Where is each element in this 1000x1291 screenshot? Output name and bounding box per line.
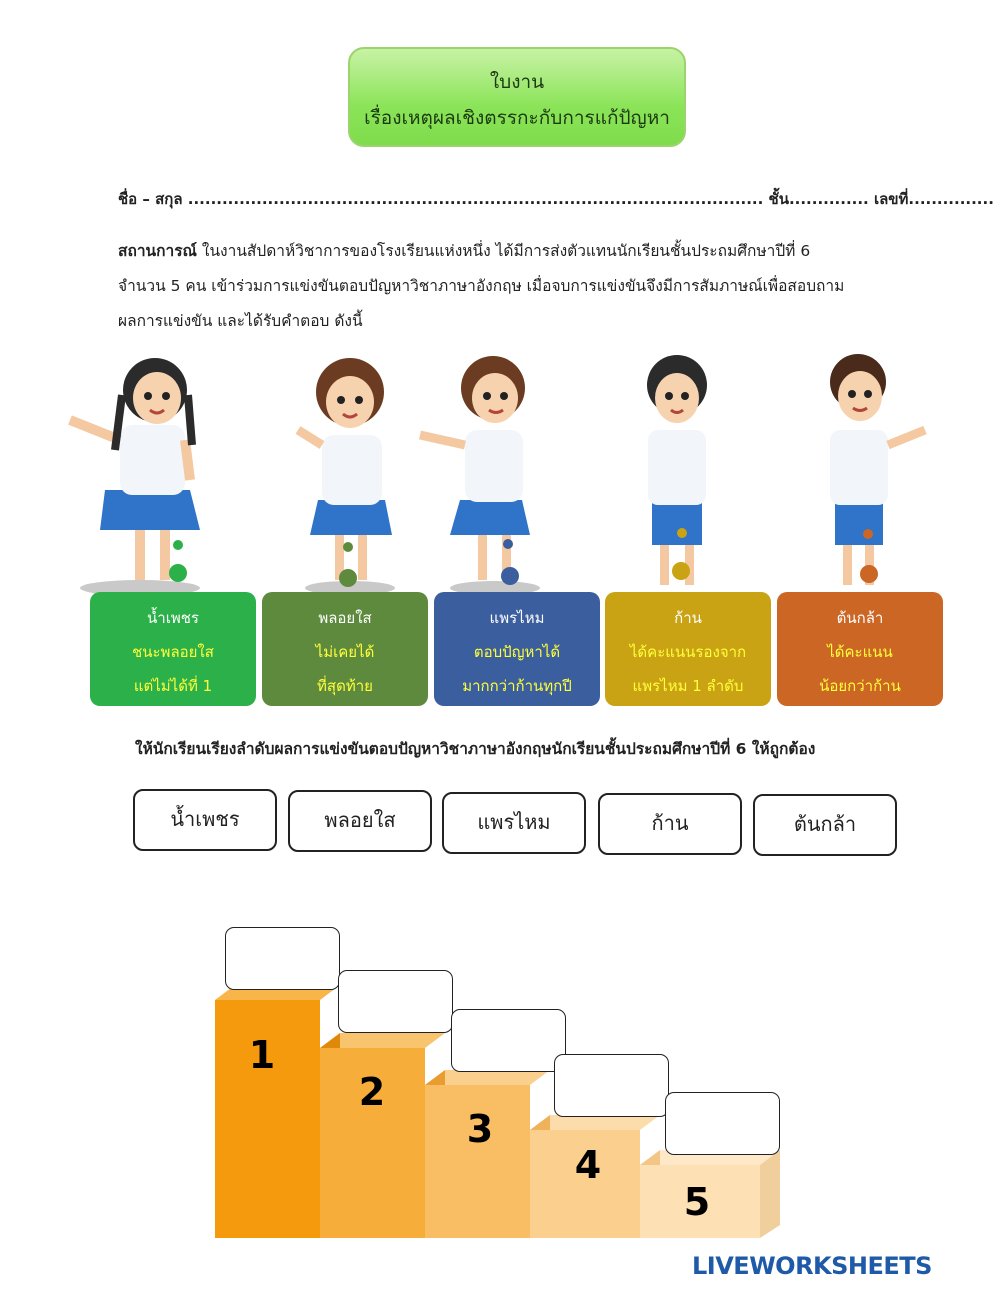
answer-slot-1[interactable] xyxy=(225,927,340,990)
scenario-line-2: จำนวน 5 คน เข้าร่วมการแข่งขันตอบปัญหาวิชาภาษาอังกฤษ เมื่อจบการแข่งขันจึงมีการสัมภาษณ์เพื่อสอบถาม xyxy=(118,277,845,295)
card-clue-line-1: ได้คะแนนรองจาก xyxy=(629,643,747,661)
rank-3-label: 3 xyxy=(466,1107,494,1151)
clue-card-praemai xyxy=(434,592,600,706)
card-clue-line-2: น้อยกว่าก้าน xyxy=(819,677,901,695)
scenario-label: สถานการณ์ xyxy=(118,242,197,260)
clue-card-tonkla xyxy=(777,592,943,706)
option-nampet[interactable]: น้ำเพชร xyxy=(133,789,277,851)
clue-card-nampet xyxy=(90,592,256,706)
rank-5-label: 5 xyxy=(683,1180,711,1224)
card-clue-line-2: ที่สุดท้าย xyxy=(317,677,373,695)
scenario-line-3: ผลการแข่งขัน และได้รับคำตอบ ดังนี้ xyxy=(118,312,363,330)
card-name: ก้าน xyxy=(674,609,702,627)
student-tonkla xyxy=(830,354,925,585)
student-ploysai xyxy=(298,358,392,587)
card-name: พลอยใส xyxy=(318,609,372,627)
name-class-number-line: ชื่อ – สกุล ..................................................................................................... ชั้น.............. เลขที่............... xyxy=(118,190,994,208)
answer-slot-3[interactable] xyxy=(451,1009,566,1072)
rank-4-label: 4 xyxy=(574,1143,602,1187)
option-tonkla[interactable]: ต้นกล้า xyxy=(753,794,897,856)
student-kan xyxy=(647,355,707,585)
clue-card-ploysai xyxy=(262,592,428,706)
card-clue-line-2: แต่ไม่ได้ที่ 1 xyxy=(133,677,213,695)
answer-slot-2[interactable] xyxy=(338,970,453,1033)
worksheet-title-box xyxy=(348,47,686,147)
card-clue-line-1: ชนะพลอยใส xyxy=(132,643,214,661)
card-name: น้ำเพชร xyxy=(147,609,199,627)
answer-slot-5[interactable] xyxy=(665,1092,780,1155)
instruction-text: ให้นักเรียนเรียงลำดับผลการแข่งขันตอบปัญหาวิชาภาษาอังกฤษนักเรียนชั้นประถมศึกษาปีที่ 6 ให้ถูกต้อง xyxy=(135,740,816,758)
title-line-1: ใบงาน xyxy=(489,71,545,93)
scenario-line-1 xyxy=(118,238,898,263)
student-praemai xyxy=(420,356,530,585)
card-clue-line-2: มากกว่าก้านทุกปี xyxy=(462,677,572,695)
card-clue-line-1: ไม่เคยได้ xyxy=(315,643,375,661)
student-nampet xyxy=(70,358,200,582)
students-illustration xyxy=(60,350,940,600)
card-name: ต้นกล้า xyxy=(836,609,884,627)
rank-2-label: 2 xyxy=(358,1070,386,1114)
option-kan[interactable]: ก้าน xyxy=(598,793,742,855)
answer-slot-4[interactable] xyxy=(554,1054,669,1117)
rank-1-label: 1 xyxy=(248,1033,276,1077)
liveworksheets-logo: LIVEWORKSHEETS xyxy=(692,1252,932,1280)
option-praemai[interactable]: แพรไหม xyxy=(442,792,586,854)
option-ploysai[interactable]: พลอยใส xyxy=(288,790,432,852)
card-name: แพรไหม xyxy=(489,609,545,627)
title-line-2: เรื่องเหตุผลเชิงตรรกะกับการแก้ปัญหา xyxy=(364,107,670,129)
card-clue-line-2: แพรไหม 1 ลำดับ xyxy=(632,677,744,695)
card-clue-line-1: ได้คะแนน xyxy=(827,643,893,661)
card-clue-line-1: ตอบปัญหาได้ xyxy=(473,643,561,661)
clue-card-kan xyxy=(605,592,771,706)
scenario-text-1: ในงานสัปดาห์วิชาการของโรงเรียนแห่งหนึ่ง ได้มีการส่งตัวแทนนักเรียนชั้นประถมศึกษาปีที่ 6 xyxy=(196,242,811,260)
